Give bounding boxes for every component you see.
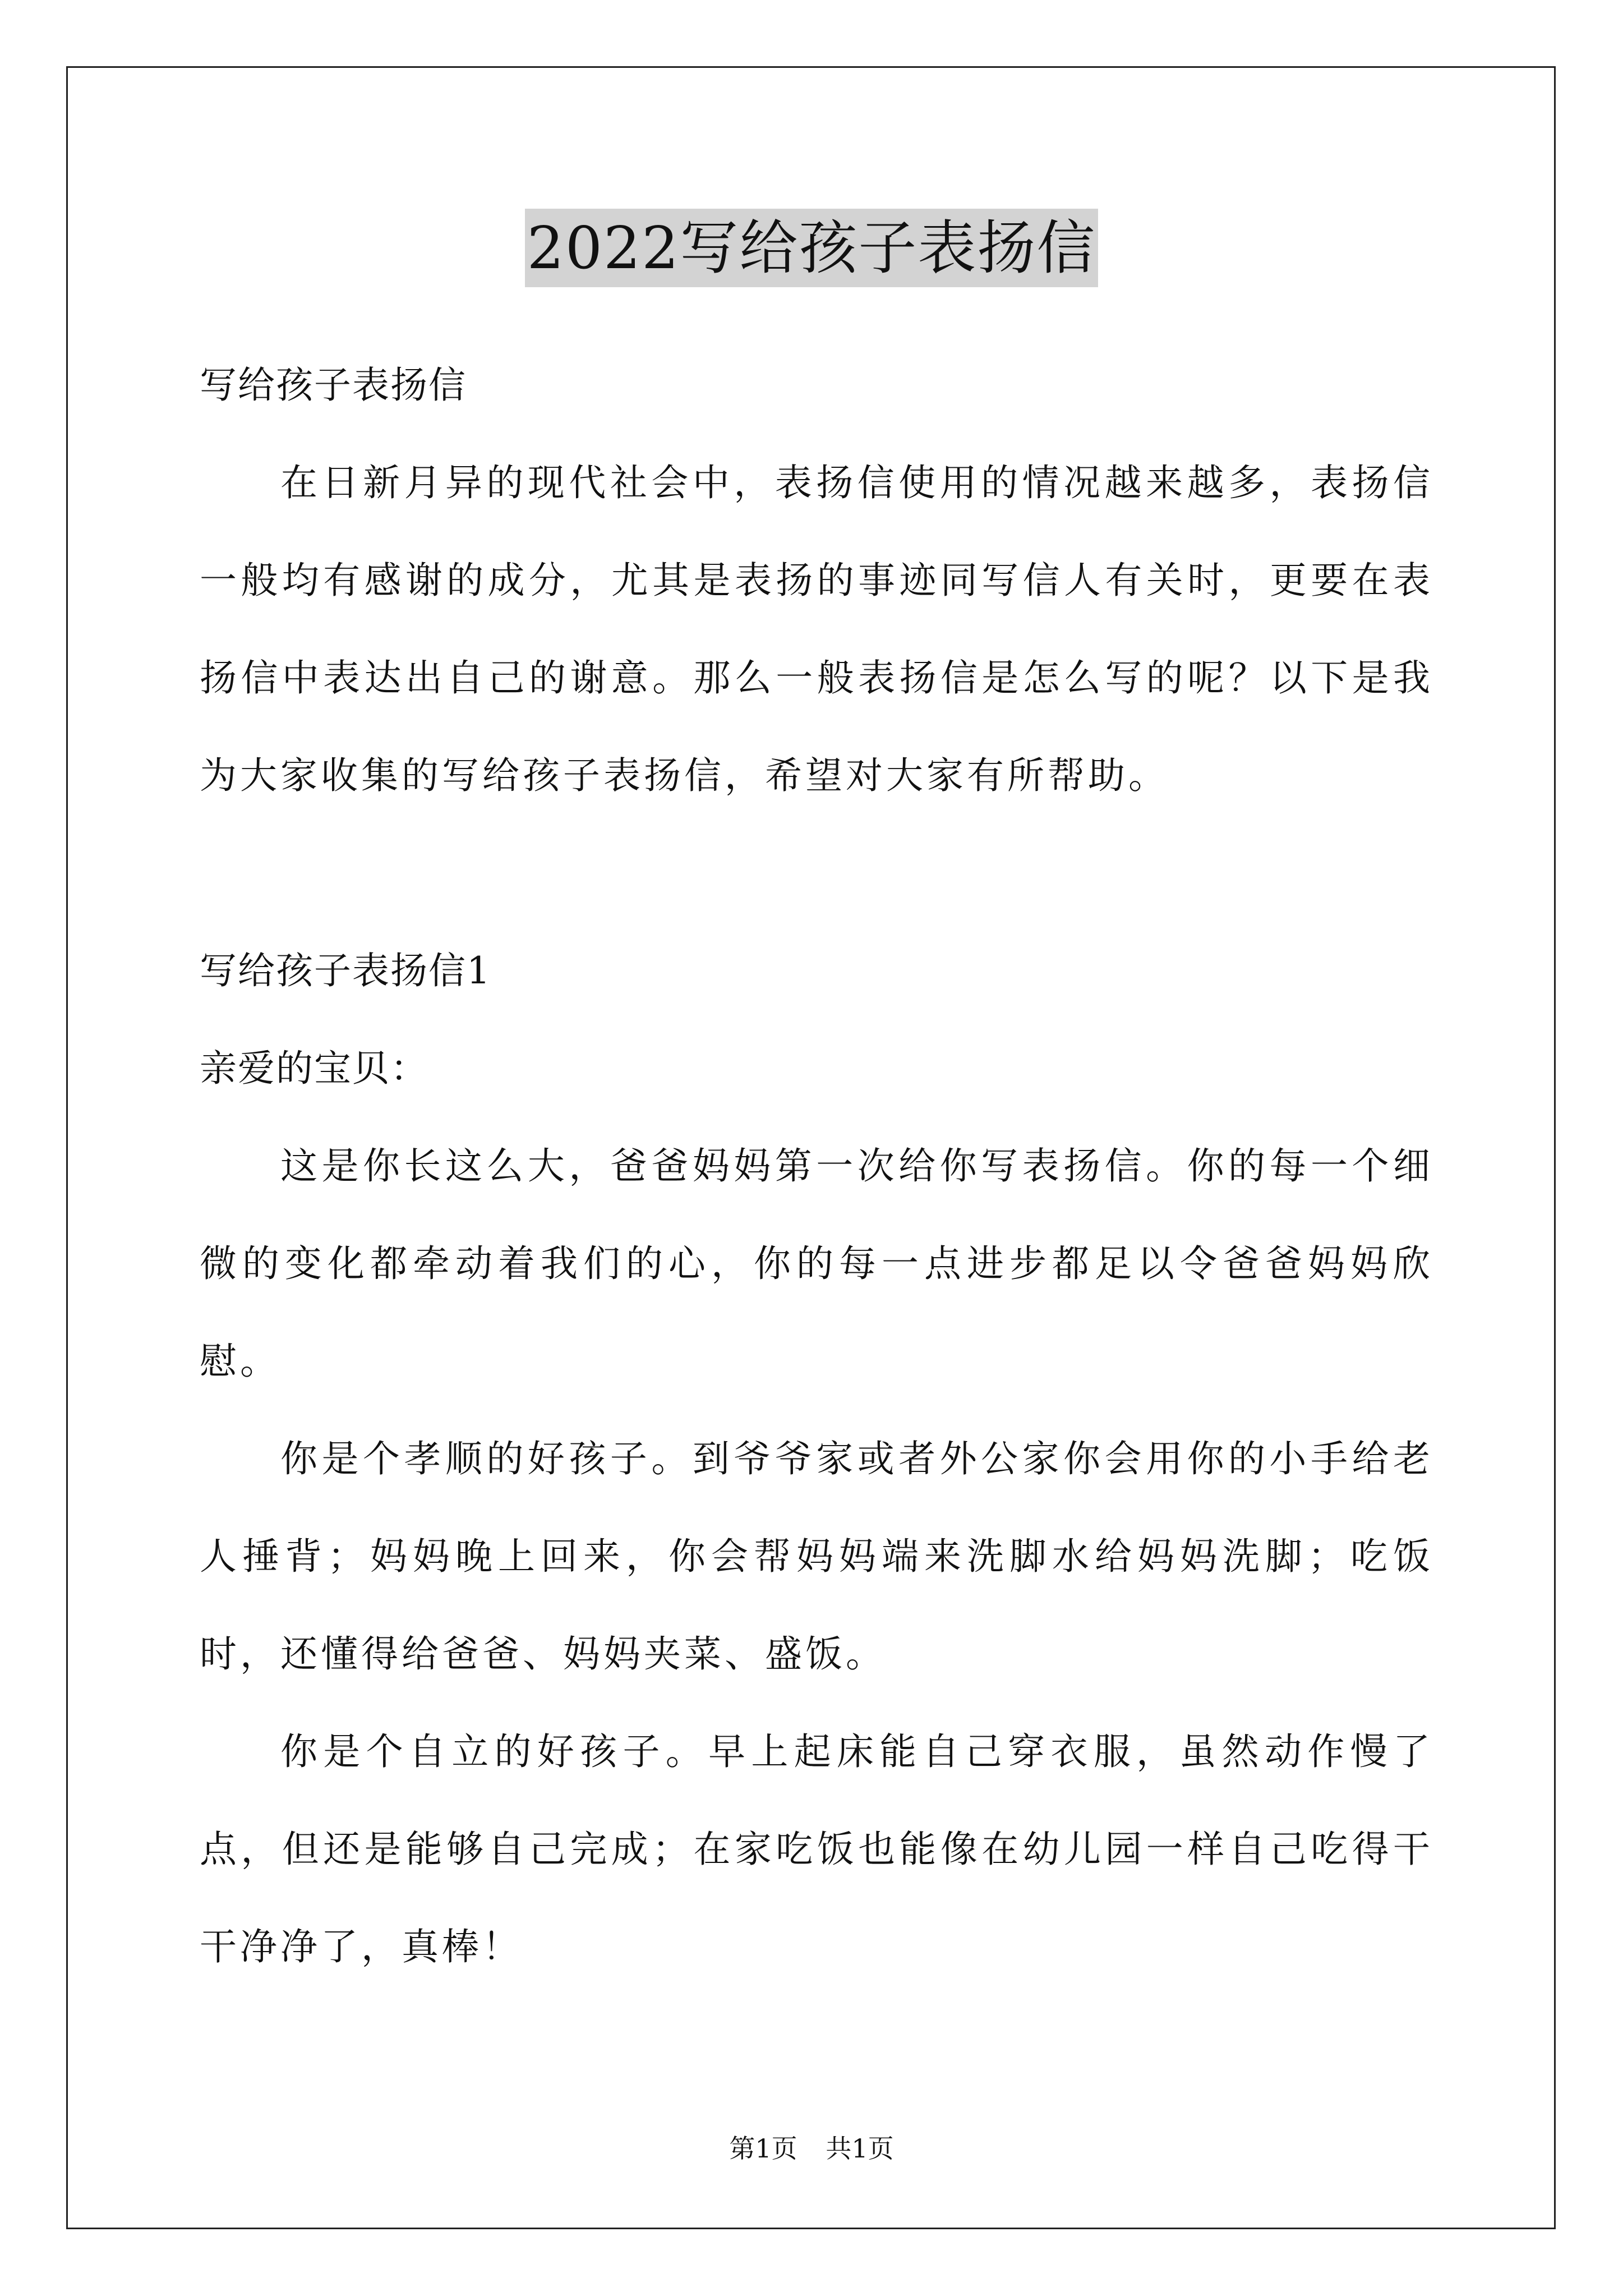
section-heading: 写给孩子表扬信1: [200, 949, 491, 992]
body-paragraph-1: 这是你长这么大，爸爸妈妈第一次给你写表扬信。你的每一个细微的变化都牵动着我们的心，你的每一点进步都足以令爸爸妈妈欣慰。: [200, 1144, 1433, 1383]
salutation: 亲爱的宝贝：: [200, 1047, 428, 1090]
title-container: [0, 209, 1623, 287]
document-subtitle: 写给孩子表扬信: [200, 364, 467, 407]
intro-paragraph: 在日新月异的现代社会中，表扬信使用的情况越来越多，表扬信一般均有感谢的成分，尤其是表扬的事迹同写信人有关时，更要在表扬信中表达出自己的谢意。那么一般表扬信是怎么写的呢？以下是我为大家收集的写给孩子表扬信，希望对大家有所帮助。: [200, 461, 1433, 797]
spacer: [200, 825, 1433, 922]
page-total: 共1页: [826, 2133, 894, 2164]
page-footer: [0, 2132, 1623, 2165]
document-body: [200, 337, 1433, 1996]
document-title: 2022写给孩子表扬信: [525, 209, 1099, 287]
page-number: 第1页: [729, 2133, 797, 2164]
body-paragraph-3: 你是个自立的好孩子。早上起床能自己穿衣服，虽然动作慢了点，但还是能够自己完成；在家吃饭也能像在幼儿园一样自己吃得干干净净了，真棒！: [200, 1730, 1433, 1968]
body-paragraph-2: 你是个孝顺的好孩子。到爷爷家或者外公家你会用你的小手给老人捶背；妈妈晚上回来，你会帮妈妈端来洗脚水给妈妈洗脚；吃饭时，还懂得给爸爸、妈妈夹菜、盛饭。: [200, 1437, 1433, 1676]
